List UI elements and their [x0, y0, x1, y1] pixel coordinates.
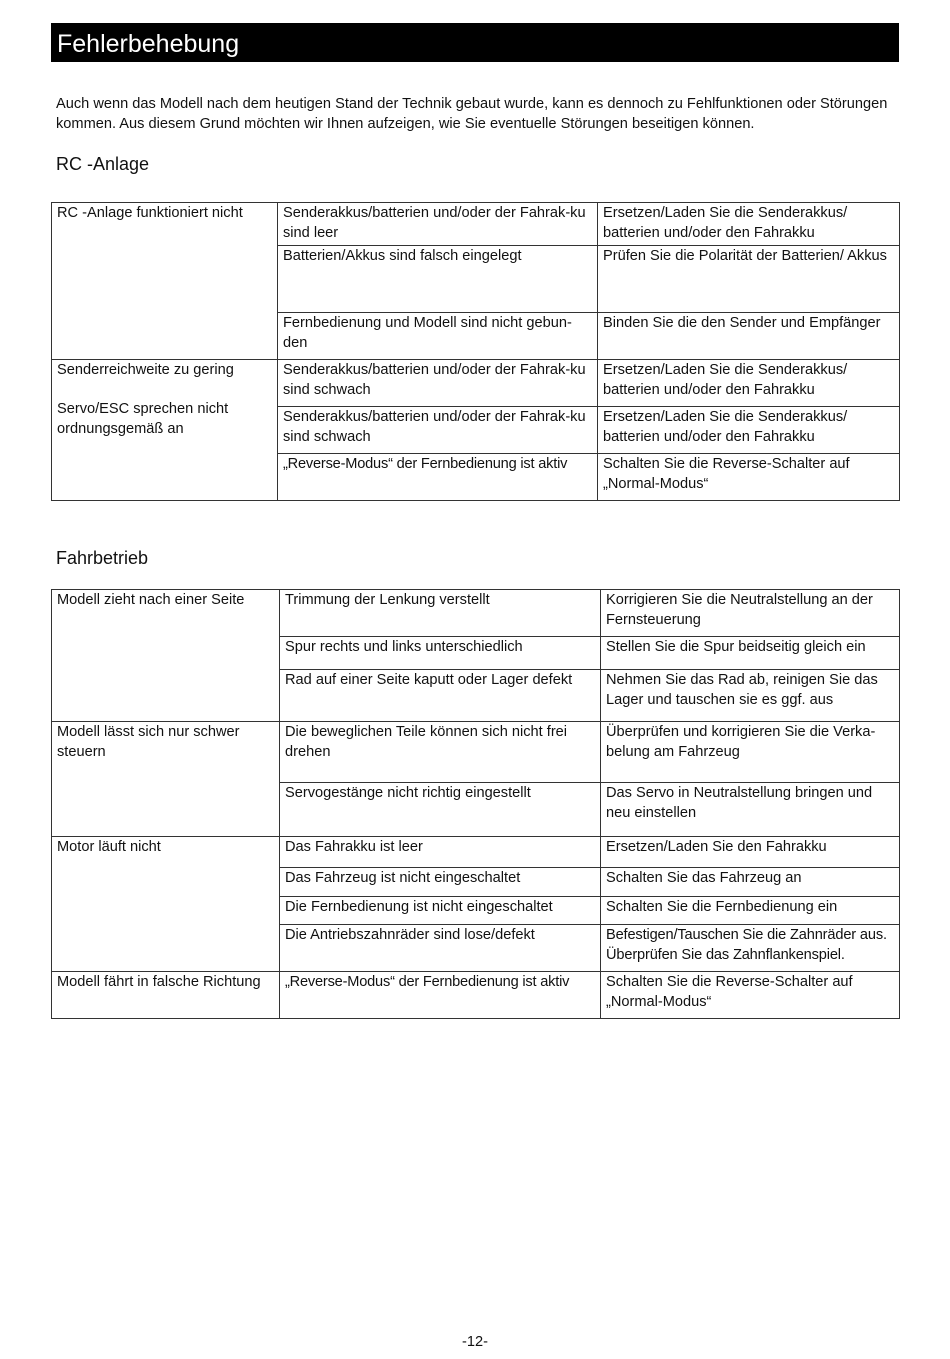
- page-title-bar: [51, 23, 899, 62]
- cause-cell: Spur rechts und links unterschiedlich: [280, 637, 601, 670]
- cause-cell: Servogestänge nicht richtig eingestellt: [280, 783, 601, 837]
- fix-cell: Überprüfen und korrigieren Sie die Verka-belung am Fahrzeug: [601, 722, 900, 783]
- fix-cell: Stellen Sie die Spur beidseitig gleich ein: [601, 637, 900, 670]
- table-fahrbetrieb: [51, 589, 900, 1019]
- page-title: Fehlerbehebung: [57, 30, 240, 58]
- problem-cell: Modell lässt sich nur schwer steuern: [52, 722, 280, 837]
- problem-text: Senderreichweite zu gering: [57, 362, 234, 378]
- problem-text: Servo/ESC sprechen nicht ordnungsgemäß an: [57, 401, 229, 437]
- fix-cell: Ersetzen/Laden Sie die Senderakkus/ batterien und/oder den Fahrakku: [598, 407, 900, 454]
- cause-cell: Die Fernbedienung ist nicht eingeschaltet: [280, 897, 601, 925]
- fix-cell: Korrigieren Sie die Neutralstellung an der Fernsteuerung: [601, 590, 900, 637]
- table-row: [52, 203, 900, 246]
- cause-cell: Die Antriebszahnräder sind lose/defekt: [280, 925, 601, 972]
- table-row: [52, 837, 900, 868]
- table-row: [52, 590, 900, 637]
- cause-cell: Fernbedienung und Modell sind nicht gebun-den: [278, 313, 598, 360]
- cause-cell: Die beweglichen Teile können sich nicht frei drehen: [280, 722, 601, 783]
- fix-cell: Ersetzen/Laden Sie die Senderakkus/ batterien und/oder den Fahrakku: [598, 203, 900, 246]
- fix-cell: Nehmen Sie das Rad ab, reinigen Sie das Lager und tauschen sie es ggf. aus: [601, 670, 900, 722]
- fix-cell: Das Servo in Neutralstellung bringen und neu einstellen: [601, 783, 900, 837]
- cause-cell: „Reverse-Modus“ der Fernbedienung ist aktiv: [278, 454, 598, 501]
- table-row: [52, 972, 900, 1019]
- problem-cell: RC -Anlage funktioniert nicht: [52, 203, 278, 360]
- table-rc: [51, 202, 900, 501]
- fix-cell: Befestigen/Tauschen Sie die Zahnräder aus. Überprüfen Sie das Zahnflankenspiel.: [601, 925, 900, 972]
- fix-cell: Binden Sie die den Sender und Empfänger: [598, 313, 900, 360]
- fix-cell: Schalten Sie die Reverse-Schalter auf „Normal-Modus“: [601, 972, 900, 1019]
- fix-cell: Schalten Sie die Reverse-Schalter auf „Normal-Modus“: [598, 454, 900, 501]
- page-number: -12-: [462, 1334, 488, 1350]
- fix-cell: Prüfen Sie die Polarität der Batterien/ Akkus: [598, 246, 900, 313]
- fix-cell: Schalten Sie das Fahrzeug an: [601, 868, 900, 897]
- cause-cell: Das Fahrakku ist leer: [280, 837, 601, 868]
- fix-cell: Ersetzen/Laden Sie die Senderakkus/ batterien und/oder den Fahrakku: [598, 360, 900, 407]
- section-title-rc: RC -Anlage: [56, 154, 150, 174]
- problem-cell: Modell zieht nach einer Seite: [52, 590, 280, 722]
- cause-cell: Senderakkus/batterien und/oder der Fahrak-ku sind schwach: [278, 407, 598, 454]
- table-row: [52, 722, 900, 783]
- table-row: [52, 360, 900, 407]
- cause-cell: „Reverse-Modus“ der Fernbedienung ist aktiv: [280, 972, 601, 1019]
- cause-cell: Senderakkus/batterien und/oder der Fahrak-ku sind schwach: [278, 360, 598, 407]
- cause-cell: Senderakkus/batterien und/oder der Fahrak-ku sind leer: [278, 203, 598, 246]
- section-title-fahrbetrieb: Fahrbetrieb: [56, 548, 149, 568]
- problem-cell: Motor läuft nicht: [52, 837, 280, 972]
- fix-cell: Schalten Sie die Fernbedienung ein: [601, 897, 900, 925]
- fix-cell: Ersetzen/Laden Sie den Fahrakku: [601, 837, 900, 868]
- cause-cell: Batterien/Akkus sind falsch eingelegt: [278, 246, 598, 313]
- problem-cell: Modell fährt in falsche Richtung: [52, 972, 280, 1019]
- cause-cell: Rad auf einer Seite kaputt oder Lager defekt: [280, 670, 601, 722]
- cause-cell: Trimmung der Lenkung verstellt: [280, 590, 601, 637]
- problem-cell: [52, 360, 278, 501]
- cause-cell: Das Fahrzeug ist nicht eingeschaltet: [280, 868, 601, 897]
- intro-paragraph: Auch wenn das Modell nach dem heutigen Stand der Technik gebaut wurde, kann es dennoch zu Fehlfunktionen oder Störungen kommen. Aus diesem Grund möchten wir Ihnen aufzeigen, wie Sie eventuelle Störungen beseitigen können.: [56, 96, 888, 132]
